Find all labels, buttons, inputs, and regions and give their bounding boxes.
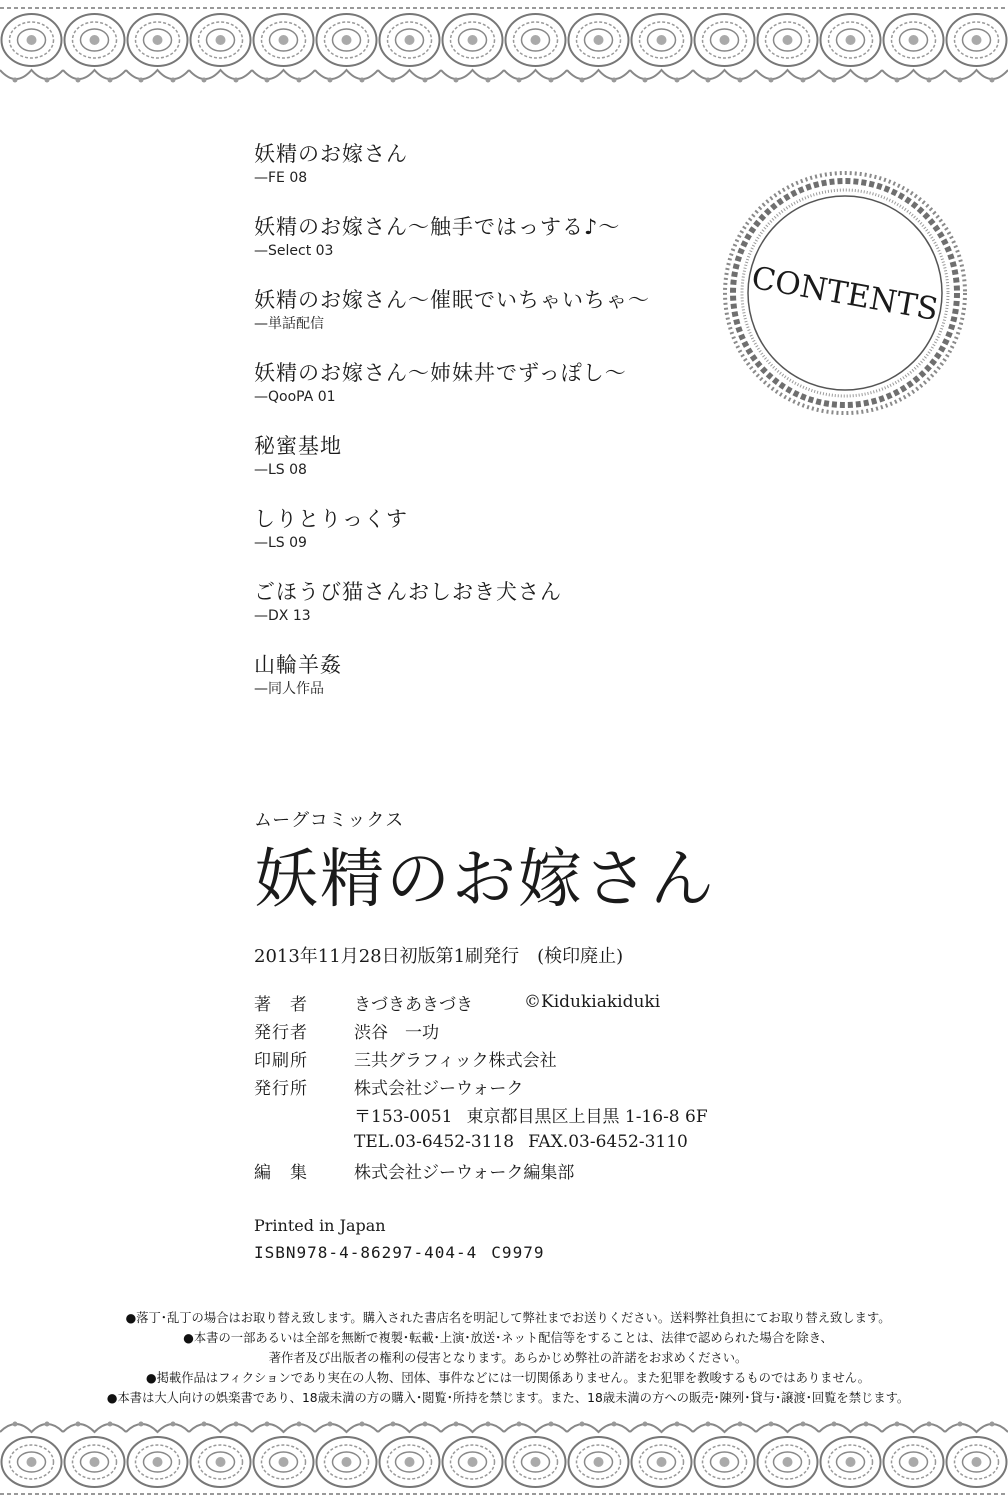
toc-source: —同人作品 [254,681,324,697]
notice-line: ●本書は大人向けの娯楽書であり、18歳未満の方の購入･閲覧･所持を禁じます。また、18歳未満の方への販売･陳列･貸与･譲渡･回覧を禁じます。 [106,1391,910,1405]
notice-line: ●落丁･乱丁の場合はお取り替え致します。購入された書店名を明記して弊社までお送りください。送料弊社負担にてお取り替え致します。 [125,1311,891,1325]
imprint-label: ムーグコミックス [254,810,405,831]
publishing-house-row [254,1072,974,1100]
toc-title: しりとりっくす [254,507,408,531]
publisher-name: 渋谷 一功 [354,1022,439,1043]
printer-row [254,1044,974,1072]
toc-source: —LS 09 [254,535,307,551]
editor-row [254,1156,974,1184]
toc-source: —LS 08 [254,462,307,478]
toc-source: —QooPA 01 [254,389,336,405]
publisher-label: 発行者 [254,1022,308,1043]
toc-item [254,140,734,213]
publisher-row [254,1016,974,1044]
contents-label: CONTENTS [748,259,941,329]
printer-name: 三共グラフィック株式会社 [354,1050,557,1071]
publishing-house-label: 発行所 [254,1078,308,1099]
legal-notices [88,1308,928,1408]
postal-code: 〒153-0051 [354,1106,453,1127]
lace-border-bottom [0,1418,1008,1500]
author-label: 著 者 [254,994,308,1015]
fax: FAX.03-6452-3110 [528,1132,688,1152]
editor-label: 編 集 [254,1162,308,1183]
credits [254,988,974,1184]
address-row [254,1100,974,1128]
notice-line: ●掲載作品はフィクションであり実在の人物、団体、事件などには一切関係ありません。また犯罪を教唆するものではありません。 [145,1371,871,1385]
toc-source: —Select 03 [254,243,334,259]
notice-line: 著作者及び出版者の権利の侵害となります。あらかじめ弊社の許諾をお求めください。 [268,1351,748,1365]
copyright-notice: ©Kidukiakiduki [524,992,661,1012]
toc-item [254,213,734,286]
toc-title: 山輪羊姦 [254,653,342,677]
toc-item [254,651,734,724]
author-row [254,988,974,1016]
edition-line: 2013年11月28日初版第1刷発行 (検印廃止) [254,946,624,967]
author-name: きづきあきづき [354,994,473,1015]
toc-source: —DX 13 [254,608,311,624]
colophon [254,806,974,1262]
isbn-line [254,1243,974,1262]
printer-label: 印刷所 [254,1050,308,1071]
toc-title: 妖精のお嫁さん～姉妹丼でずっぽし～ [254,361,627,385]
book-title: 妖精のお嫁さん [254,843,716,917]
c-code: C9979 [491,1243,545,1262]
toc-title: 妖精のお嫁さん～催眠でいちゃいちゃ～ [254,288,650,312]
toc-item [254,432,734,505]
street-address: 東京都目黒区上目黒 1-16-8 6F [466,1106,708,1127]
printed-in: Printed in Japan [254,1216,386,1235]
toc-source: —FE 08 [254,170,308,186]
publishing-house-name: 株式会社ジーウォーク [354,1078,524,1099]
toc-item [254,286,734,359]
lace-border-top [0,0,1008,92]
toc-title: 妖精のお嫁さん～触手ではっする♪～ [254,215,621,239]
toc-item [254,359,734,432]
toc-title: ごほうび猫さんおしおき犬さん [254,580,562,604]
table-of-contents [254,140,734,724]
toc-title: 秘蜜基地 [254,434,342,458]
isbn: ISBN978-4-86297-404-4 [254,1243,478,1262]
contents-badge [720,168,970,418]
toc-title: 妖精のお嫁さん [254,142,408,166]
contact-row [254,1128,974,1156]
notice-line: ●本書の一部あるいは全部を無断で複製･転載･上演･放送･ネット配信等をすることは、法律で認められた場合を除き、 [183,1331,833,1345]
telephone: TEL.03-6452-3118 [354,1132,515,1152]
toc-source: —単話配信 [254,316,324,332]
editor-name: 株式会社ジーウォーク編集部 [354,1162,575,1183]
toc-item [254,505,734,578]
toc-item [254,578,734,651]
